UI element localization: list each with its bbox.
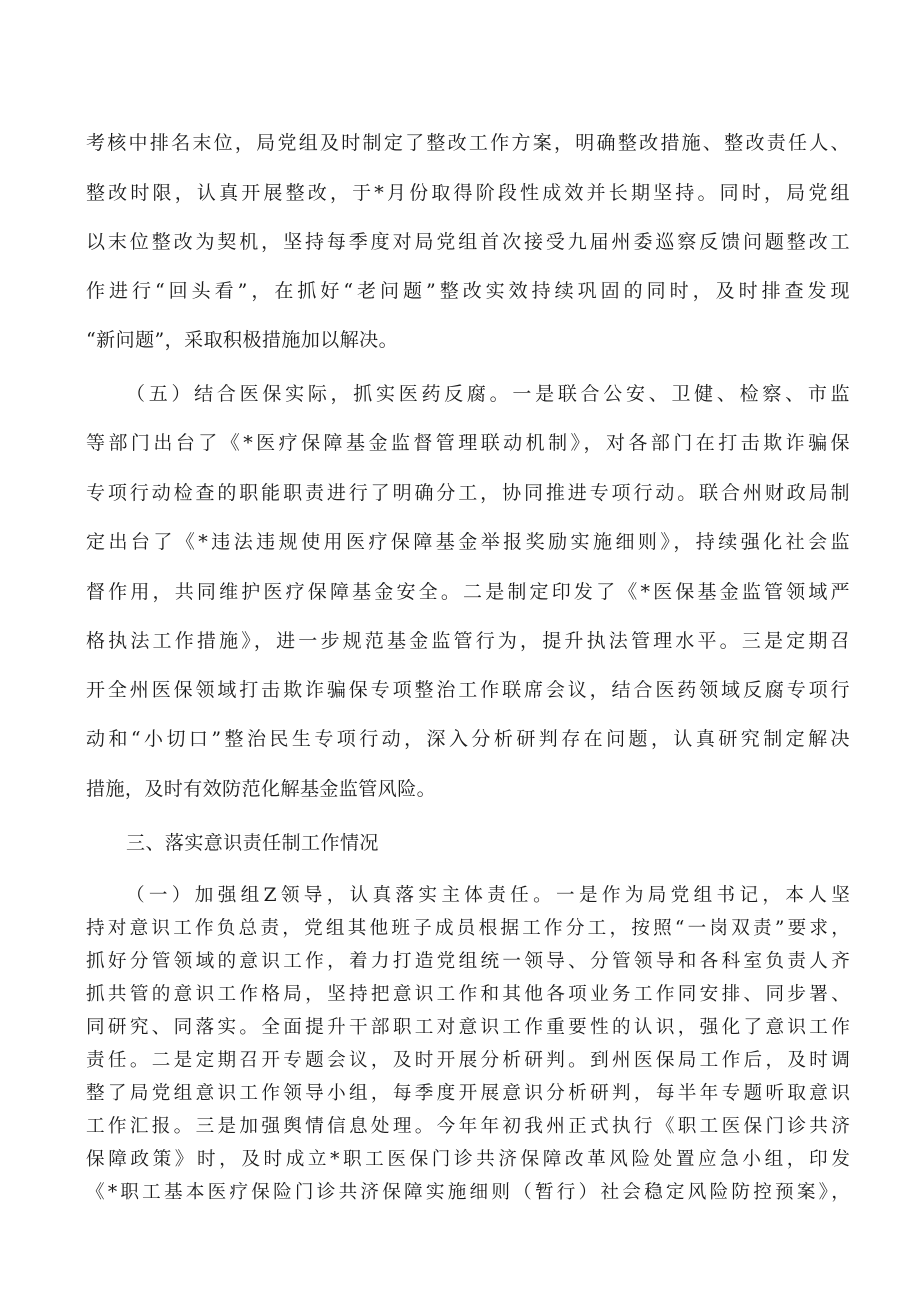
paragraph-line: 保障政策》时，及时成立*职工医保门诊共济保障改革风险处置应急小组，印发 — [86, 1149, 850, 1170]
paragraph-line: 措施，及时有效防范化解基金监管风险。 — [86, 778, 437, 800]
paragraph-line: 格执法工作措施》，进一步规范基金监管行为，提升执法管理水平。三是定期召 — [86, 630, 850, 652]
paragraph-line: “新问题”，采取积极措施加以解决。 — [86, 329, 399, 351]
paragraph-line: 持对意识工作负总责，党组其他班子成员根据工作分工，按照“一岗双责”要求， — [86, 918, 850, 939]
paragraph-line: 责任。二是定期召开专题会议，及时开展分析研判。到州医保局工作后，及时调 — [86, 1050, 850, 1071]
paragraph-line: 整了局党组意识工作领导小组，每季度开展意识分析研判，每半年专题听取意识 — [86, 1083, 850, 1104]
paragraph-line: 开全州医保领域打击欺诈骗保专项整治工作联席会议，结合医药领域反腐专项行 — [86, 679, 850, 701]
paragraph-line: 整改时限，认真开展整改，于*月份取得阶段性成效并长期坚持。同时，局党组 — [86, 182, 850, 204]
paragraph-line: 作进行“回头看”，在抓好“老问题”整改实效持续巩固的同时，及时排查发现 — [86, 280, 850, 302]
paragraph-line: 定出台了《*违法违规使用医疗保障基金举报奖励实施细则》，持续强化社会监 — [86, 531, 850, 553]
paragraph-line: 考核中排名末位，局党组及时制定了整改工作方案，明确整改措施、整改责任人、 — [86, 132, 850, 154]
paragraph-line: 工作汇报。三是加强舆情信息处理。今年年初我州正式执行《职工医保门诊共济 — [86, 1116, 850, 1137]
paragraph-line: 以末位整改为契机，坚持每季度对局党组首次接受九届州委巡察反馈问题整改工 — [86, 231, 850, 253]
paragraph-line: 动和“小切口”整治民生专项行动，深入分析研判存在问题，认真研究制定解决 — [86, 728, 850, 750]
paragraph-line: 《*职工基本医疗保险门诊共济保障实施细则（暂行）社会稳定风险防控预案》， — [86, 1182, 850, 1203]
paragraph-line: 同研究、同落实。全面提升干部职工对意识工作重要性的认识，强化了意识工作 — [86, 1017, 850, 1038]
paragraph-line: 专项行动检查的职能职责进行了明确分工，协同推进专项行动。联合州财政局制 — [86, 482, 850, 504]
subsection-one-first-line: （一）加强组Z领导，认真落实主体责任。一是作为局党组书记，本人坚 — [126, 885, 850, 906]
section-three-heading: 三、落实意识责任制工作情况 — [126, 832, 379, 854]
paragraph-line: 抓好分管领域的意识工作，着力打造党组统一领导、分管领导和各科室负责人齐 — [86, 951, 850, 972]
paragraph-line: 抓共管的意识工作格局，坚持把意识工作和其他各项业务工作同安排、同步署、 — [86, 984, 850, 1005]
paragraph-line: 等部门出台了《*医疗保障基金监督管理联动机制》，对各部门在打击欺诈骗保 — [86, 432, 850, 454]
paragraph-line: 督作用，共同维护医疗保障基金安全。二是制定印发了《*医保基金监管领域严 — [86, 581, 850, 603]
section-five-first-line: （五）结合医保实际，抓实医药反腐。一是联合公安、卫健、检察、市监 — [126, 383, 850, 405]
